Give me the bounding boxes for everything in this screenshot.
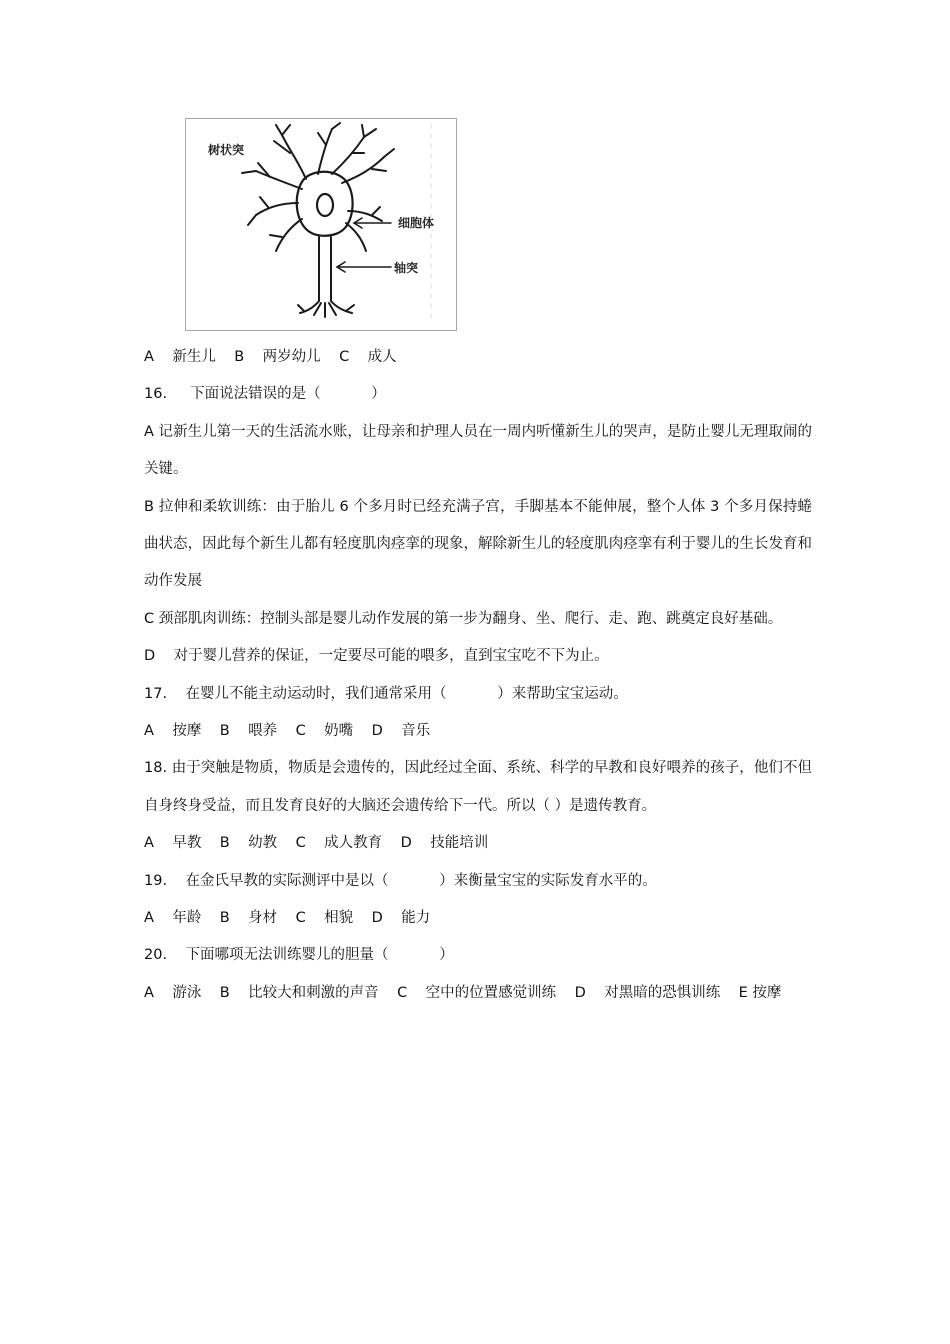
q17-options: A 按摩 B 喂养 C 奶嘴 D 音乐	[144, 723, 431, 739]
label-cell-body: 细胞体	[398, 216, 435, 230]
q16-option-d: D 对于婴儿营养的保证，一定要尽可能的喂多，直到宝宝吃不下为止。	[144, 648, 609, 665]
q17-stem: 17. 在婴儿不能主动运动时，我们通常采用（ ）来帮助宝宝运动。	[144, 685, 628, 702]
q18-options: A 早教 B 幼教 C 成人教育 D 技能培训	[144, 835, 489, 852]
q15-options: A 新生儿 B 两岁幼儿 C 成人	[144, 349, 397, 365]
label-dendrite: 树状突	[208, 143, 245, 157]
q18-stem: 18. 由于突触是物质，物质是会遗传的，因此经过全面、系统、科学的早教和良好喂养的孩子，他们不但自身终身受益，而且发育良好的大脑还会遗传给下一代。所以（ ）是遗传教育。	[144, 760, 812, 814]
q16-option-c: C 颈部肌肉训练：控制头部是婴儿动作发展的第一步为翻身、坐、爬行、走、跑、跳奠定良好基础。	[144, 610, 783, 627]
question-list	[144, 339, 812, 1012]
q16-stem: 16. 下面说法错误的是（ ）	[144, 386, 386, 403]
q19-stem: 19. 在金氏早教的实际测评中是以（ ）来衡量宝宝的实际发育水平的。	[144, 872, 657, 889]
q20-stem: 20. 下面哪项无法训练婴儿的胆量（ ）	[144, 947, 454, 964]
label-axon: 轴突	[394, 261, 419, 275]
q16-option-a: A 记新生儿第一天的生活流水账，让母亲和护理人员在一周内听懂新生儿的哭声，是防止婴儿无理取闹的关键。	[144, 423, 812, 478]
q16-option-b: B 拉伸和柔软训练：由于胎儿 6 个多月时已经充满子宫，手脚基本不能伸展，整个人体 3 个多月保持蜷曲状态，因此每个新生儿都有轻度肌肉痉挛的现象，解除新生儿的轻度肌肉痉挛有利于婴儿的生长发育和动作发展	[144, 498, 812, 590]
q20-options: A 游泳 B 比较大和刺激的声音 C 空中的位置感觉训练 D 对黑暗的恐惧训练 E 按摩	[144, 984, 782, 1001]
q19-options: A 年龄 B 身材 C 相貌 D 能力	[144, 909, 431, 926]
neuron-figure	[185, 118, 457, 331]
